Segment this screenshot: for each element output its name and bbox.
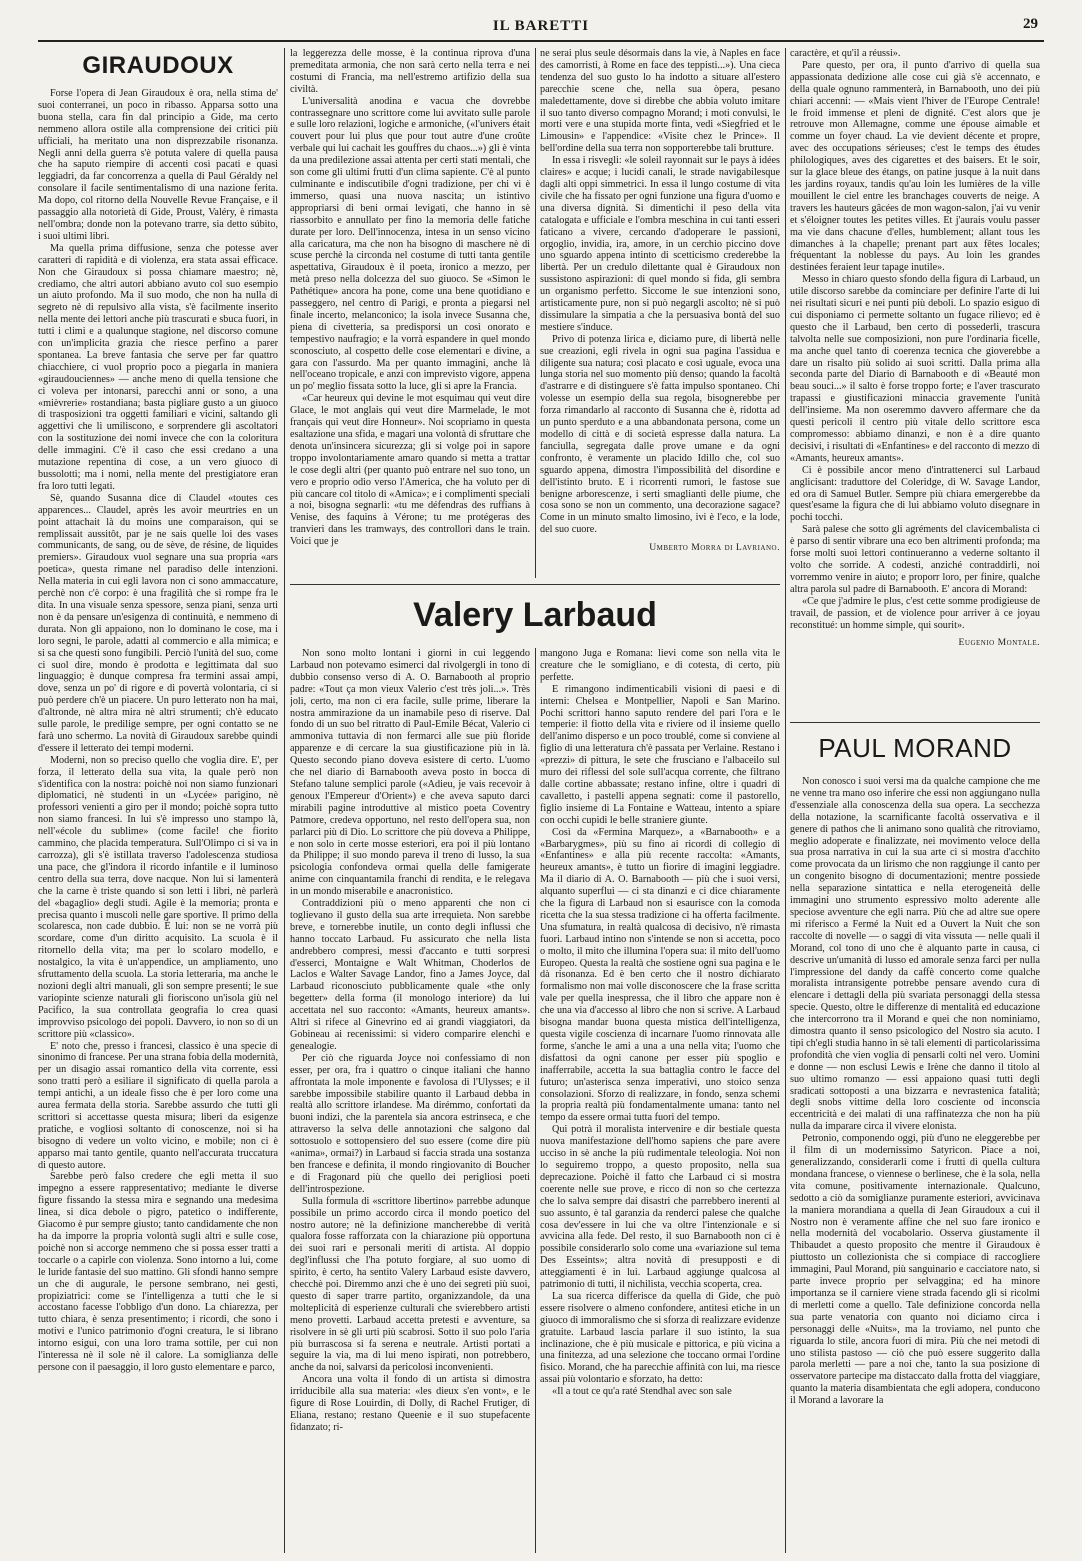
page-header bbox=[38, 16, 1044, 38]
paragraph: Ma quella prima diffusione, senza che potesse aver caratteri di rapidità e di violenza, era stata assai efficace. Non che Giraudoux si possa chiamare maestro; nè, crediamo, che altri autori abbiano avuto col suo esempio un aiuto profondo. Ma il suo modo, che non ha nulla di segreto nè di repulsivo alla vista, s'è facilmente inserito nella mente dei lettori anche più trascurati e sbuca fuori, in tutti i climi e a qualunque stagione, nel discorso comune con un'implicita grazia che riesce perfino a parer spontanea. La breve fantasia che serve per far quattro chiacchiere, ci vuol proprio poco a piegarla in maniera «giraudouciennes» — anche meno di quella tensione che ci voleva per intonarsi, parecchi anni or sono, a una «mièvrerie» rostandiana; basta pigliare gusto a un giuoco di trasposizioni tra oggetti familiari e vicini, saltando gli aggettivi che li umiliscono, e sorprendere gli ascoltatori con la sostituzione dei nomi invece che con la coloritura delle immagini. C'è il caso che essi credano a una mutazione repentina di cose, a un vero giuoco di bussolotti; ma i nomi, nella mente del prestigiatore eran fra loro tutti legati. bbox=[38, 242, 278, 492]
paragraph: In essa i risvegli: «le soleil rayonnait sur le pays à idées claires» e acque; i lucidi canali, le strade navigabilesque dagli alti oppi simmetrici. In essa il lungo costume di vita civile che ha fissato per ogni funzione una figura d'uomo e una diversa dignità. Si dimentichi il peso della vita catalogata e ufficiale e l'ombra meschina in cui tanti esseri faticano a vivere, cercando d'adoperare le passioni, orgoglio, invidia, ira, amore, in un cerchio piccino dove uno sguardo appena intinto di scetticismo crederebbe la libertà. Per un credulo dilettante qual è Giraudoux non sussistono aspirazioni: di quel mondo si fida, gli sembra un organismo perfetto. Siccome le sue intenzioni sono, artisticamente pure, non si può negargli ascolto; nè si può dissimulare la simpatia a che la persuasiva bontà del suo mestiere s'induce. bbox=[540, 155, 780, 333]
paragraph: Messo in chiaro questo sfondo della figura di Larbaud, un utile discorso sarebbe da cominciare per definire l'arte di lui nei risultati sicuri e nei punti più deboli. Lo spazio esiguo di cui disponiamo ci permette soltanto un fugace rilievo; ed è questo che il Larbaud, ben certo di possederli, trascura talvolta nelle sue composizioni, non pure l'ordinaria ficelle, ma anche quel tanto di coerenza tecnica che gioverebbe a dare un risalto più solido ai suoi scritti. Dalla prima alla seconda parte del Diario di Barnabooth e di «Beauté mon beau souci...» il salto è forse troppo forte; e l'aver trascurato trapassi e giustificazioni minaccia gravemente l'unità dell'insieme. Ma non oseremmo davvero affermare che da questi pericoli il centro più vitale dello scrittore esca compromesso: abbiamo dinanzi, e non è a dire quanto decisivi, i risultati di «Enfantines» e del racconto di mezzo di «Amants, heureux amants». bbox=[790, 274, 1040, 464]
giraudoux-article-col1 bbox=[38, 48, 278, 1553]
giraudoux-article-col2 bbox=[290, 48, 530, 578]
paragraph: Sè, quando Susanna dice di Claudel «toutes ces apparences... Claudel, après les avoir meurtries en un point attachait là du moins une comparaison, qui se remplissait aussitôt, par je ne sais quelle loi des vases communicants, de sang, ou de sève, de résine, de liquides premiers». Giraudoux vuol segnare una sua propria «ars poetica», questa rimane nel paradiso delle intenzioni. Nella materia in cui egli lavora non ci sono ammaccature, perchè non c'è corpo: è una fragilità che si rompe fra le dita. In una visuale senza spessore, senza piani, senza urti non è da pensare un'esigenza di continuità, e nemmeno di durata. Non gli appaiono, non lo dominano le cose, ma i loro segni, le parole, adatti al commercio e alla mimica; e si sa che questi sono fungibili. Perciò l'unità del suo, come ci suol dire, mondo è prodotta e legittimata dal suo linguaggio; è dunque compresa fra termini assai ampi, dove, senza un po' di rigore e di povertà volontaria, ci si può perdere ch'è un piacere. Un puro letterato non ha mai, d'altronde, nè altra mira nè altri strumenti; ch'è educato sulle parole, le predilige sempre, per ogni contatto se ne farà uno schermo. La novità di Giraudoux sarebbe quindi d'essere il letterato dei tempi moderni. bbox=[38, 492, 278, 754]
column-divider bbox=[785, 48, 786, 1553]
paragraph: Sulla formula di «scrittore libertino» parrebbe adunque possibile un primo accordo circa il mondo poetico del nostro autore; nè la definizione mancherebbe di verità qualora fosse rafforzata con la chiarazione più opportuna dei suoi rari e personali meriti di artista. Al doppio degl'influssi che l'ha potuto forgiare, al suo uomo di spirito, è certo, ha sentito Valery Larbaud esiste davvero, checchè poi. Diremmo anzi che è uno dei segreti più suoi, questo di saper trarre partito, organizzandole, da una molteplicità di esperienze culturali che svierebbero artisti meno provetti. Larbaud accetta pretesti e avventure, sa risolvere in sè gli urti più scabrosi. Sotto il suo polo l'aria più burrascosa si fa serena e neutrale. Artisti portati a seguire la via, ma di lui meno ispirati, non potrebbero, anche da noi, salvarsi da pericolosi inconvenienti. bbox=[290, 1195, 530, 1374]
paragraph: La sua ricerca differisce da quella di Gide, che può essere risolvere o almeno confondere, antitesi etiche in un giuoco di immoralismo che si sforza di realizzare evidenze gratuite. Larbaud lascia parlare il suo istinto, la sua inclinazione, che è più musicale e pittorica, e più vicina a una finitezza, ad una selezione che toccano ormai l'ordine fisico. Morand, che ha parecchie affinità con lui, ma riesce assai più volontario e sforzato, ha detto: bbox=[540, 1290, 780, 1386]
paragraph: Così da «Fermina Marquez», a «Barnabooth» e a «Barbarygmes», più su fino ai ricordi di collegio di «Enfantines» e alla più recente raccolta: «Amants, heureux amants», è tutto un fiorire di imagini leggiadre. Ma il diario di A. O. Barnabooth — più che i suoi versi, alquanto superflui — ci sta dinanzi e ci dice chiaramente che la figura di Larbaud non si esaurisce con la comoda ricetta che la sua stessa tradizione ci ha offerta facilmente. Una sfumatura, in realtà qualcosa di decisivo, n'è rimasta fuori. Larbaud intino non s'intende se non si accetta, poco o molto, il mito che illumina l'opera sua: il mito dell'uomo Europeo. Questa la realtà che sostiene ogni sua pagina e le dà risonanza. Ed è ben certo che il nostro dichiarato formalismo non mai volle disconoscere che la frase scritta vale per quella inespressa, che il libro che appare non è che una via d'accesso al libro che non si scrive. A Larbaud bisogna mandar buona questa mistica dell'intelligenza, questa vigile coscienza di incarnare l'uomo rinnovata alle forme, s'anche le ami a una a una nella vita; l'uomo che disfattosi da ogni canone per esser più spoglio e inafferrabile, accetta la sua battaglia contro le facce del futuro; un'asterisca senza imperativi, uno stoico senza consolazioni. Sforzo di realizzare, in fondo, senza schemi la propria realtà più fondamentalmente umana: tanto nel tempo da essere ormai tutta fuori del tempo. bbox=[540, 826, 780, 1124]
giraudoux-article-col3 bbox=[540, 48, 780, 633]
paragraph: Qui potrà il moralista intervenire e dir bestiale questa nuova manifestazione dell'homo sapiens che pare avere ucciso in sè anche la più rudimentale teleologia. Noi non lo seguiremo troppo, a questo proposito, nella sua deprecazione. Poichè il fatto che Larbaud ci si mostra coerente nelle sue prove, e ricco di non so che certezza che lo salva sempre dai disastri che parrebbero inerenti al suo assunto, è tal garanzia da renderci palese che qualche cosa dev'essere in lui che va oltre l'intenzionale e si avvicina alla fede. Del resto, il suo Barnabooth non ci è possibile considerarlo solo come una «variazione sul tema Des Esseints»; altra novità di presupposti e di atteggiamenti è in lui. Larbaud aggiunge qualcosa al patrimonio di tutti, il nichilista, vecchia scoperta, crea. bbox=[540, 1124, 780, 1291]
larbaud-article-col2 bbox=[540, 648, 780, 1553]
paragraph: Petronio, componendo oggi, più d'uno ne eleggerebbe per il film di un modernissimo Satyricon. Piace a noi, generalizzando, considerarli come i frutti di quella cultura mondana francese, o viennese o berlinese, che è la sola, nella vita comune, positivamente internazionale. Qualcuno, sedotto a ciò da somiglianze puramente esteriori, avvicinava la maniera morandiana a quella di Jean Giraudoux a cui il Nostro non è veramente affine che nel suo fare ironico e nella modernità del vocabolario. Osserva giustamente il Thibaudet a questo proposito che mentre il Giraudoux è piuttosto un collezionista che si compiace di raccogliere immagini, Paul Morand, più sanguinario e cacciatore nato, si parte invece proprio per selvaggina; ed ha minore importanza se il carniere viene strada facendo gli si ricolmi di merletti come a quello. Tale definizione concorda nella sua parte venatoria con quanto noi diciamo circa i personaggi delle «Nuits», ma la troviamo, nel punto che riguarda lo stile, ancora fuori di mira. Più che nei metodi di uno stilista pastoso — ciò che può essere suggerito dalla parola merletti — pare a noi che, tanto la sua posizione di osservatore partecipe ma distaccato dalla frotta del viaggiare, quanto la materia disambientata che egli adopera, conducono il Morand a lavorare la bbox=[790, 1133, 1040, 1407]
paragraph: Contraddizioni più o meno apparenti che non ci toglievano il gusto della sua arte irrequieta. Non sarebbe breve, e tornerebbe inutile, un conto degli influssi che hanno toccato Larbaud. Fu assicurato che nella lista andrebbero compresi, messi d'accanto e tutti sorpresi d'esserci, Montaigne e Walt Whitman, Choderlos de Laclos e Walter Savage Landor, fino a James Joyce, dal Larbaud riconosciuto pubblicamente quale «the only begetter» della forma (il monologo interiore) da lui accettata nel suo racconto: «Amants, heureux amants». Altri si rifece al Ginevrino ed ai grandi viaggiatori, da Gobineau ai recenissimi: si videro comparire elenchi e genealogie. bbox=[290, 898, 530, 1052]
author-signature-montale: Eugenio Montale. bbox=[958, 637, 1040, 649]
paragraph: L'universalità anodina e vacua che dovrebbe contrassegnare uno scrittore come lui avvitato sulle parole e sulle loro relazioni, logiche e armoniche, («l'univers était couvert pour lui plus que pour tout autre d'une croûte verbale qui lui cachait les gouffres du chaos...») gli è vinta da una predilezione assai attenta per certi stati mentali, che son come gli ultimi frutti d'un clima sapiente. C'è al punto culminante e indiscutibile d'ogni tradizione, per chi vi è immerso, quasi una nuova nascita; un istintivo appropriarsi di beni ormai levigati, che hanno in sè riassorbito e annullato per fino la memoria delle fatiche durate per loro. Dell'innocenza, intesa in un senso vicino alla caricatura, ma che non ha bisogno di maschere nè di scuse perchè la circonda nel costume di tutti tanta gentile aspettativa, Giraudoux è il poeta, ironico a mezzo, per metà preso nella dolcezza del suo giuoco. Se «Simon le Pathétique» ancora ha pone, come una bene quotidiano e passeggero, nel centro di Parigi, e pronta a piegarsi nel finale incerto, melanconico; la isola invece Susanna che, piena di civetteria, sa predisporsi un così onorato e tempestivo naufragio; e la vorrà espandere in quel mondo sconosciuto, al cospetto delle cose elementari e divine, a gara con l'assurdo. Ma per quanto immagini, anche là nell'oceano tropicale, e anzi con imprevisto vigore, appena un po' meglio fissata sotto la luce, gli si apre la Francia. bbox=[290, 95, 530, 393]
header-rule bbox=[38, 40, 1044, 42]
column-divider bbox=[535, 48, 536, 578]
column-divider bbox=[284, 48, 285, 1553]
paragraph: Moderni, non so preciso quello che voglia dire. E', per forza, il letterato della sua vita, la quale però non s'identifica con la nostra: poichè noi non siamo funzionari diplomatici, nè studenti in un «Lycée» parigino, nè professori venienti a giro per il mondo; poichè sopra tutto non siamo francesi. In lui s'è impresso uno stampo là, nell'«école du sublime» (come facile! che fiorito cammino, che placida temperatura. Sull'Olimpo ci si va in carrozza), gli s'è istillata traverso l'adolescenza studiosa una pace, che gl'indora il ricordo infantile e il luminoso centro della sua terra, dove nacque. Non lui si lamenterà che la carne è triste quando si son letti i libri, nè parlerà del «bagaglio» degli studi. Agile è la memoria; pronta e precisa quanto i muscoli nelle gare sportive. Il primo della scolaresca, non cade dubbio. È lui: non se ne vorrà più scordare, come d'un diritto acquisito. La scuola è il ritornello della vita; ma per lo scolaro modello, e nostalgico, la vita è un'appendice, un ampliamento, uno sfruttamento della scuola. La storia letteraria, ma anche le nozioni degli altri manuali, gli son sempre presenti; le sue variopinte scienze naturali gli fioriscono un'isola giù nel Pacifico, la sua controllata geografia lo crea quasi improvviso psicologo dei popoli. Davvero, io non so di un scrittore più «classico». bbox=[38, 754, 278, 1040]
paragraph: «Car heureux qui devine le mot esquimau qui veut dire Glace, le mot anglais qui veut dire Marmelade, le mot français qui veut dire Honneur». Noi scopriamo in questa esaltazione una sfida, e magari una volontà di sfruttare che denota un'insincera sicurezza; gli si volge poi in sapore troppo involontariamente amaro quando si metta a trattar le cose degli altri (per quanto può entrare nel suo tono, un vero e proprio odio verso l'America, che ha voluto per di più cancare col titolo di «Amica»; e i complimenti speciali a noi, bisogna segnarli: «tu me défendras des ruffians à Venise, des faquins à Vérone; tu me protégeras des tranvieri dans les tramways, des controllori dans le train. Voici que je bbox=[290, 393, 530, 548]
paragraph: Privo di potenza lirica e, diciamo pure, di libertà nelle sue creazioni, egli rivela in ogni sua pagina l'assidua e diligente sua natura; così placato e così uguale, evoca una lunga storia nel suo momento più denso; quando la facoltà d'astrarre e di distinguere s'è fatta impulso spontaneo. Chi volesse un esempio della sua regola, bisognerebbe per forza rimandarlo al racconto di Susanna che è, ridotta ad un punto sperduto e a una abbandonata persona, come un modello di città e di società espresse dalla natura. La fanciulla, segregata dalle prove umane e da ogni confronto, è veramente un placido Idillo che, col suo sguardo appena, dimostra l'impossibilità del disordine e dell'istinto bruto. E i ricorrenti rumori, le fastose sue benigne arborescenze, i serti smaglianti delle piume, che cosa sono se non un commento, una decorazione sagace? Come in un minuto smalto limosino, ivi è l'eco, e la lode, del suo cuore. bbox=[540, 333, 780, 536]
article-headline-morand: PAUL MORAND bbox=[818, 733, 1012, 763]
page-number: 29 bbox=[1023, 16, 1038, 32]
article-headline-larbaud: Valery Larbaud bbox=[413, 596, 657, 634]
column-divider bbox=[535, 648, 536, 1553]
paragraph: caractère, et qu'il a réussi». bbox=[790, 48, 901, 59]
paragraph: «Ce que j'admire le plus, c'est cette somme prodigieuse de travail, de passion, et de violence pour arriver à ce joyau reconstitué: un homme simple, qui sourit». bbox=[790, 595, 1040, 631]
paragraph: Ci è possibile ancor meno d'intrattenerci sul Larbaud anglicisant: traduttore del Coleridge, di W. Savage Landor, ed ora di Samuel Butler. Sempre più chiara emergerebbe da quest'esame la figura che di lui abbiamo voluto disegnare in pochi tocchi. bbox=[790, 464, 1040, 524]
paragraph: Pare questo, per ora, il punto d'arrivo di quella sua appassionata dedizione alle cose cui già s'è accennato, e della quale ognuno rammenterà, in Barnabooth, uno dei più chiari accenni: — «Mais vient l'hiver de l'Europe Centrale! le froid immense et pleni de dignité. C'est alors que je retrouve mon Allemagne, comme une épouse aimable et comme un foyer chaud. La vie devient décente et propre, avec des occupations sérieuses; c'est le temps des études philologiques, aves des cigarettes et des baisers. Et le soir, sur la glace bleue des étangs, on patine jusque à la nuit dans les jardins royaux, tandis qu'au loin les lumières de la ville mouillent le ciel entre les branchages couverts de neige. A travers les hauteurs gâcées de mon wagon-salon, j'ai vu venir et s'éloigner toutes les petites villes. Et j'aurais voulu passer ma vie dans chacune d'elles, humblement; allant tous les dimanches à la chapelle; prenant part aux fêtes locales; fréquentant la noblesse du pays. Au loin les grandes destinées feraient leur tapage inutile». bbox=[790, 59, 1040, 274]
journal-title: IL BARETTI bbox=[492, 18, 590, 34]
author-signature-morra: Umberto Morra di Lavriano. bbox=[649, 542, 780, 554]
paragraph: la leggerezza delle mosse, è la continua riprova d'una premeditata armonia, che non sarà certo nella terra e nei costumi di Francia, ma nell'estremo artifizio della sua civiltà. bbox=[290, 48, 530, 95]
paragraph: mangono Juga e Romana: lievi come son nella vita le creature che le somigliano, e di cotesta, di certo, più perfette. bbox=[540, 648, 780, 683]
paragraph: Per ciò che riguarda Joyce noi confessiamo di non esser, per ora, fra i quattro o cinque italiani che hanno affrontata la mole imponente e favolosa di l'Ulysses; e il sarebbe impossibile stabilire quanto il Larbaud debba in realtà allo scrittore irlandese. Ma dirémmo, confortati da buoni indizi, che la parentela sia ancora estrinseca, e che attraverso la selva delle annotazioni che salgono dal sottosuolo e sottopensiero del suo essere (come dire più «anima», ormai?) in Larbaud si faccia strada una sostanza ben francese e definita, il mondo ringiovanito di Boucher e di Fragonard più che quello dei perigliosi poeti dell'introspezione. bbox=[290, 1052, 530, 1195]
morand-article bbox=[790, 776, 1040, 1553]
paragraph: ne serai plus seule désormais dans la vie, à Naples en face des camorristi, à Rome en face des teppisti...»). Una cieca tendenza del suo gusto lo ha indotto a situare all'estero parecchie scene che, nella sua òpera, pesano maledettamente, dove si direbbe che abbia voluto imitare il suo tanto diverso compagno Morand; i moti convulsi, le morti vere e una stupida morte finta, vedi «Siegfried et le Limousin» e l'appendice: «Visite chez le Prince». Il bell'ordine della sua terra non sopporterebbe tali brutture. bbox=[540, 48, 780, 155]
larbaud-article-col3 bbox=[790, 48, 1040, 718]
paragraph: «Il a tout ce qu'a raté Stendhal avec son sale bbox=[552, 1386, 732, 1398]
paragraph: Non sono molto lontani i giorni in cui leggendo Larbaud non potevamo esimerci dal rivolgergli in tono di dubbio consenso verso di A. O. Barnabooth al proprio padre: «Tout ça mon vieux Valerio c'est très joli...». Très joli, certo, ma non ci era facile, sulle prime, liberare la nostra ammirazione da un inamabile peso di riserve. Dal fondo di un suo bel ritratto di Paul-Emile Bécat, Valerio ci ammoniva tuttavia di non fermarci alle sue più floride apparenze e di cercare la sua giustificazione più in là. Questo secondo piano doveva esistere di certo. L'uomo che nel diario di Barnabooth aveva posto in bocca di Stefano talune semplici parole («Adieu, je vais recevoir à genoux l'Empereur d'Orient») e che aveva saputo darci mirabili pagine introduttive al mistico poeta Coventry Patmore, credeva opportuno, nel resto dell'opera sua, non parlarci più di Dio. Lo scrittore che più doveva a Philippe, e non solo in certe mosse esteriori, era poi il più lontano da Philippe; il suo mondo pareva il treno di lusso, la sua psicologia confondeva ormai quella delle famigerate anime con cinquantamila franchi di rendita, e le relegava in un mondo miserabile e anacronistico. bbox=[290, 648, 530, 898]
paragraph: Sarà palese che sotto gli agréments del clavicembalista ci è parso di sentir vibrare una eco ben altrimenti profonda; ma forse molti suoi lettori continueranno a vederne soltanto il volto che sorride. A codesti, anziché contraddirli, noi vorremmo venire in aiuto; e proporr loro, per finire, qualche altra parola sul padre di Barnabooth. E' ancora di Morand: bbox=[790, 524, 1040, 595]
paragraph: Forse l'opera di Jean Giraudoux è ora, nella stima de' suoi conterranei, un poco in ribasso. Apparsa sotto una buona stella, cara fin dal principio a Gide, ma certo nemmeno allora ostile alla comprensione dei critici più ufficiali, ha meritato una non disprezzabile risonanza. Negli anni della guerra s'è potuta valere di quella pausa che ha saputo riempire di accenti così pacati e quasi leggiadri, da far concorrenza a quella di Paul Géraldy nel consolare il facile sentimentalismo di una nazione ferita. Ma dopo, col ritorno della Nouvelle Revue Française, e il passaggio alla notorietà di Gide, Proust, Valéry, è rimasta nell'ombra; donde non la potevano trarre, sia detto súbito, i suoi ultimi libri. bbox=[38, 88, 278, 242]
paragraph: E' noto che, presso i francesi, classico è una specie di sinonimo di francese. Per una strana fobia della modernità, per un disagio assai romantico della vita corrente, essi sono tratti però a esiliare il significato di quella parola a tempi antichi, a un ideale fisso che è per loro come una aurea fermata della storia. Sarebbe assurdo che tutti gli scrittori si accettasse questa misura; liberi da esigenze pratiche, e vogliosi soltanto di conoscenze, noi si ha bisogno di vedere un volto vicino, e mobile; non ci è apparso mai tanto gentile, quanto nell'accurata truccatura di questo autore. bbox=[38, 1040, 278, 1171]
larbaud-article-col1 bbox=[290, 648, 530, 1553]
paragraph: E rimangono indimenticabili visioni di paesi e di interni: Chelsea e Montpellier, Napoli e San Marino. Pochi scrittori hanno saputo rendere del pari l'ora e le temperie: il fiotto della vita e riviere od il insieme quello dell'animo disperso e un poco troublé, come si conviene al figlio di una letteratura ch'è passata per Verlaine. Restano i «prezzi» di pittura, le sete che frusciano e l'albaceilo sul muro dei riflessi del sole sull'acqua corrente, che filtrano dalle cortine abbassate; restano infine, oltre i quadri di cavalletto, i pastelli appena segnati: come il pastorello, figlio insieme di La Fontaine e Watteau, intento a spiare con occhi cupidi le belle straniere giunte. bbox=[540, 683, 780, 826]
paragraph: Ancora una volta il fondo di un artista si dimostra irriducibile alla sua materia: «les dieux s'en vont», e le figure di Rose Louirdin, di Dolly, di Rachel Frutiger, di Eliana, restano; restano Queenie e il suo stupefacente fidanzato; ri- bbox=[290, 1374, 530, 1433]
article-headline-giraudoux: GIRAUDOUX bbox=[82, 52, 234, 79]
paragraph: Sarebbe però falso credere che egli metta il suo impegno a essere rappresentativo; mediante le diverse figure fissando la stessa mira e segnando una medesima linea, si dica debole o pigro, patetico o indifferente, Giacomo è pur sempre giusto; tanto candidamente che non ha da imporre la propria volontà sugli altri e sulle cose, poichè non si accorge nemmeno che si possa esser tratti a toccarle o a capirle con violenza. Sono intorno a lui, come le luride fantasie del suo mattino. Gli sfondi hanno sempre un che di augurale, le persone sembrano, nei gesti, propiziatrici: come se l'intelligenza a tutti che le si accostano facesse l'obbligo d'un dono. La chiarezza, per tutto chiara, è senza presentimento; i ricordi, che sono i motivi e l'unico patrimonio d'ogni creatura, le si librano intorno esigui, con una loro trama sottile, per cui non l'interessa nè il sole nè il calore. La somiglianza delle persone con il paesaggio, il loro gusto elementare e parco, bbox=[38, 1171, 278, 1373]
section-divider bbox=[790, 722, 1040, 723]
paragraph: Non conosco i suoi versi ma da qualche campione che me ne venne tra mano oso inferire che essi non aggiungano nulla d'essenziale alla conoscenza della sua opera. La secchezza della notazione, la scarnificante facoltà osservativa e il genere di pathos che li animano sono qualità che ritroviamo, meglio adoperate e finalizzate, nei movimento veloce della sua prosa narrativa in cui la sua arte ci si mostra d'acchito come provocata da un lirismo che non raggiunge il canto per un congenito bisogno di documentazioni; mentre possiede nella separazione sintattica e nella eterogeneità delle immagini uno strumento espressivo molto aderente alle speciose avventure che egli narra. Più che ad altre sue opere mi riferisco a Fermé la Nuit ed a Ouvert la Nuit che son raccolte di novelle — o saggi di vita vissuta — nelle quali il Morand, col tono di uno che è alquanto parte in causa, ci descrive un'umanità di lusso ed amorale senza farci per nulla l'impressione del dandy da caffè concerto come qualche moralista intransigente potrebbe pensare avendo cura di elencare i dettagli della più svariata personaggi della stessa specie. Questo, oltre le differenze di mentalità ed educazione che intercorrono tra il Morand e quei che non nominiamo, dimostra quanto il senso psicologico del Nostro sia acuto. I tipi ch'egli studia hanno in sè tali elementi di particolarissima profondità che vien voglia di pensarli colti nel vero. Uomini e donne — non esclusi Lewis e Irène che danno il titolo al suo ultimo romanzo — essi appaiono quasi tutti degli sradicati sottoposti a una bizzarra e nevrastenica fatalità; degli snobs vittime della loro cosciente od inconscia eccentricità e dei malati di una raffinatezza che non ha più nulla da imparare circa il vivere elonista. bbox=[790, 776, 1040, 1133]
